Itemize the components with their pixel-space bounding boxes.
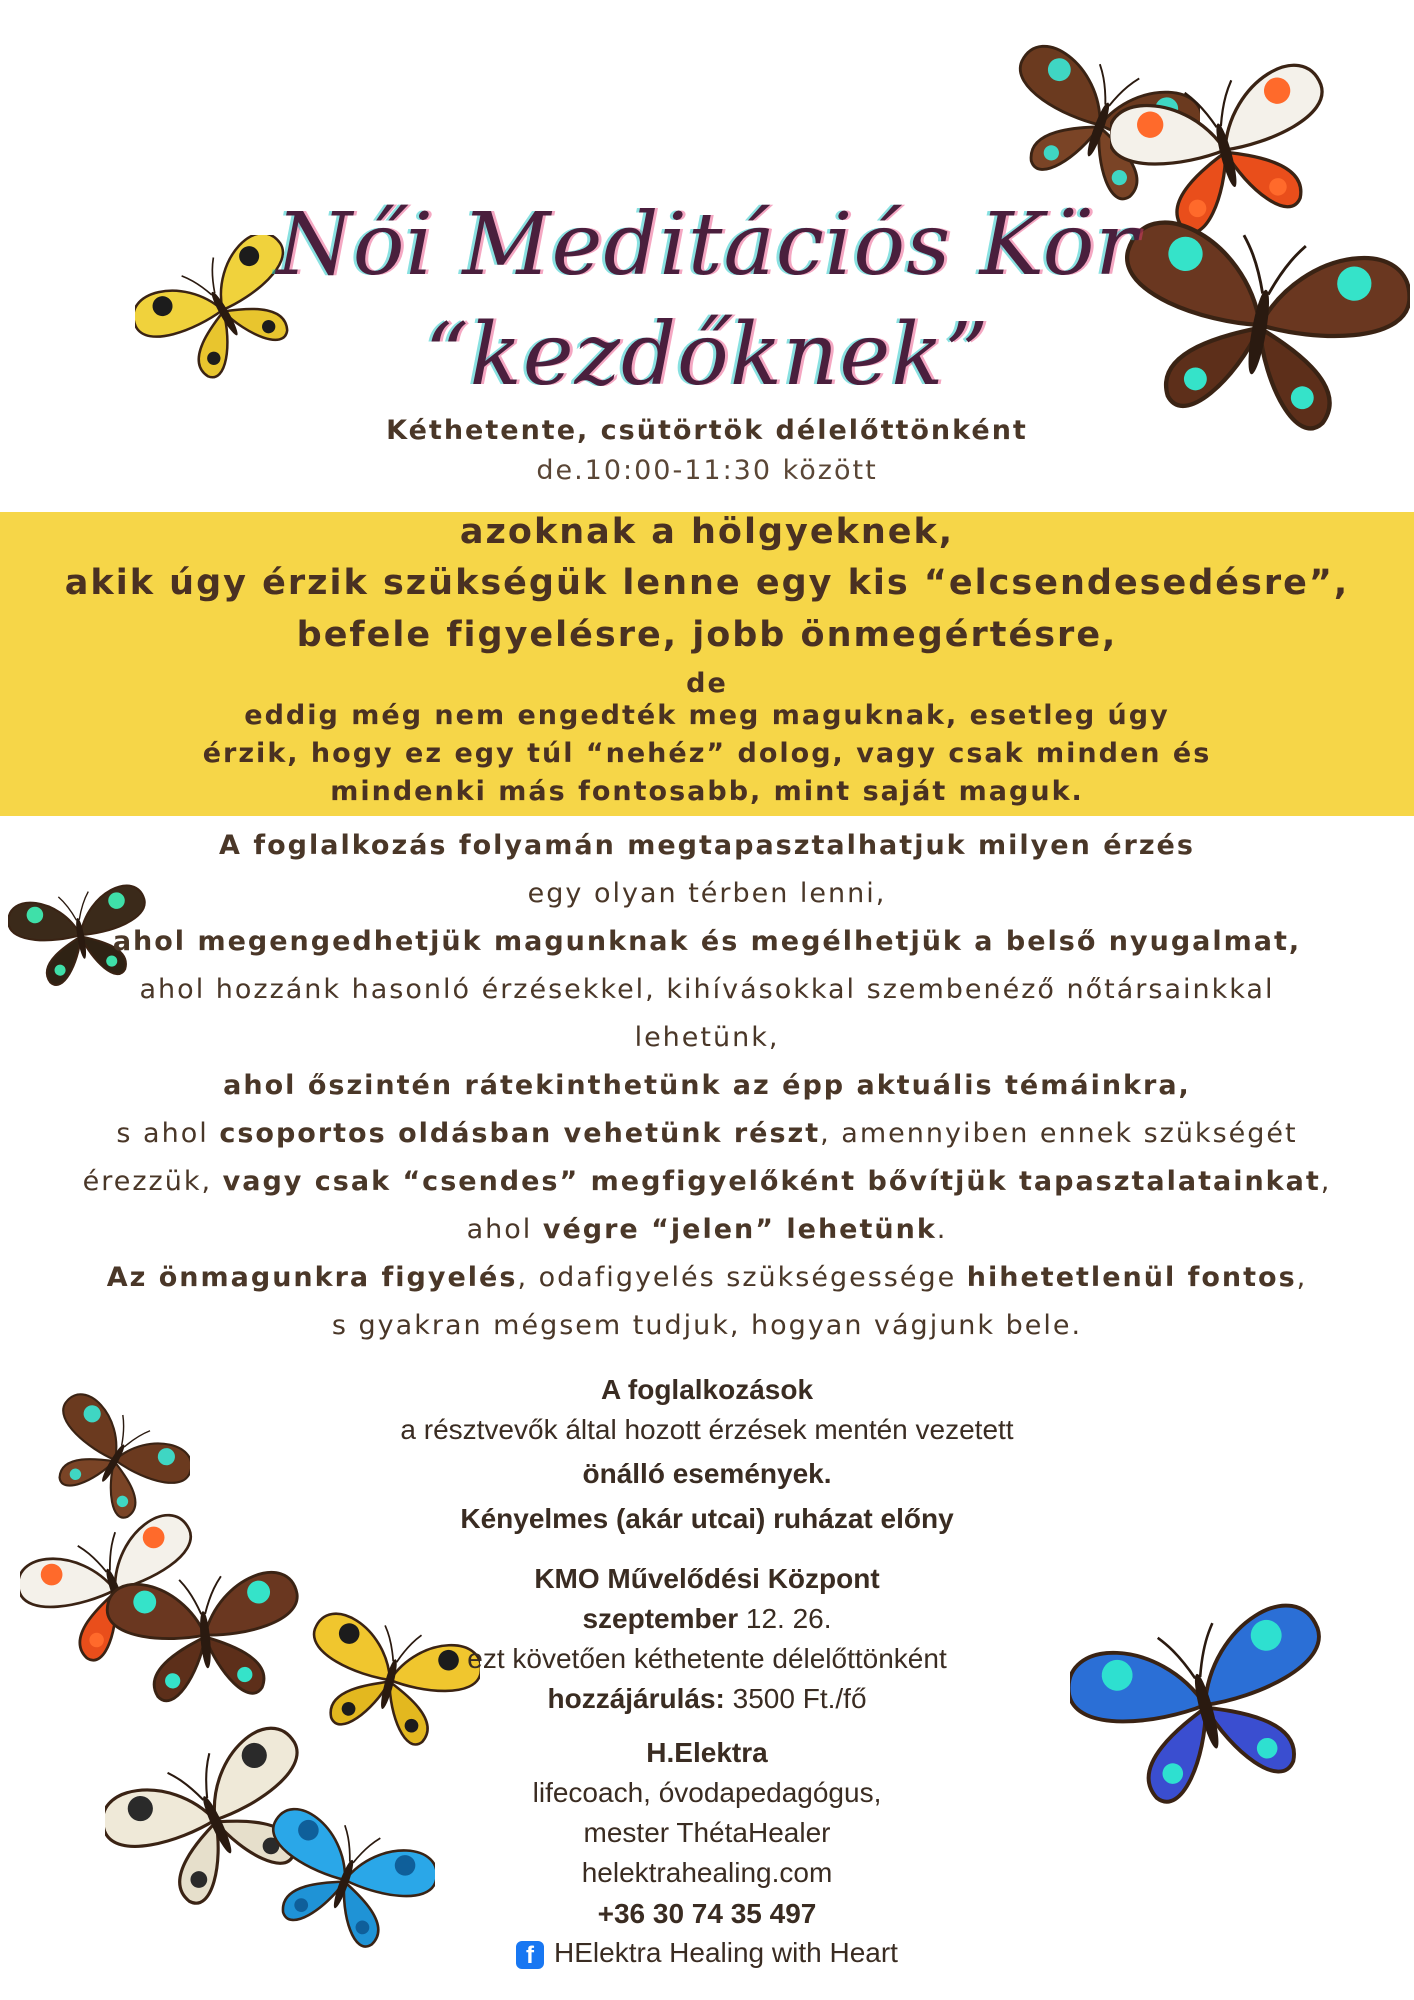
body-line-9b: végre “jelen” lehetünk [542,1214,937,1245]
body-line-9 [0,1214,1414,1245]
title-line-2: “kezdőknek” [424,305,990,405]
band-line-5: eddig még nem engedték meg maguknak, esetleg úgy [244,700,1170,731]
body-line-5: lehetünk, [634,1022,780,1053]
contact-role-2: mester ThétaHealer [583,1817,831,1848]
after-line: ezt követően kéthetente délelőttönként [467,1643,947,1674]
info-line-1: A foglalkozások [600,1374,814,1405]
date-label: szeptember [582,1603,739,1634]
body-line-9c: . [936,1214,948,1245]
body-line-8a: érezzük, [82,1166,223,1197]
page-title [0,190,1414,410]
facebook-icon: f [516,1941,544,1969]
contact-phone[interactable]: +36 30 74 35 497 [597,1898,817,1929]
body-line-11: s gyakran mégsem tudjuk, hogyan vágjunk bele. [331,1310,1083,1341]
schedule-frequency: Kéthetente, csütörtök délelőttönként [386,415,1028,446]
body-line-7b: csoportos oldásban vehetünk részt [219,1118,821,1149]
contact-website[interactable]: helektrahealing.com [581,1857,833,1888]
body-line-10d: , [1296,1262,1308,1293]
target-audience-band [0,512,1414,816]
info-line-2: a résztvevők által hozott érzések mentén vezetett [400,1414,1014,1445]
body-line-6: ahol őszintén rátekinthetünk az épp aktuális témáinkra, [223,1070,1191,1101]
info-line-3: önálló események. [582,1458,832,1489]
date-line [0,1603,1414,1635]
body-line-8c: , [1320,1166,1332,1197]
facebook-label: HElektra Healing with Heart [554,1937,898,1968]
body-line-2: egy olyan térben lenni, [527,878,887,909]
body-line-10 [0,1262,1414,1293]
date-value: 12. 26. [738,1603,832,1634]
body-line-10a: Az önmagunkra figyelés [106,1262,518,1293]
fee-label: hozzájárulás: [547,1683,725,1714]
contact-name: H.Elektra [646,1737,768,1768]
body-line-9a: ahol [466,1214,543,1245]
body-line-10c: hihetetlenül fontos [966,1262,1297,1293]
body-line-4: ahol hozzánk hasonló érzésekkel, kihívásokkal szembenéző nőtársainkkal [139,974,1275,1005]
body-line-8b: vagy csak “csendes” megfigyelőként bővítjük tapasztalatainkat [222,1166,1321,1197]
contact-facebook[interactable] [0,1937,1414,1969]
fee-line [0,1683,1414,1715]
body-line-7 [0,1118,1414,1149]
band-line-1: azoknak a hölgyeknek, [459,512,955,552]
body-line-8 [0,1166,1414,1197]
band-line-7: mindenki más fontosabb, mint saját maguk. [330,776,1084,807]
body-line-3: ahol megengedhetjük magunknak és megélhetjük a belső nyugalmat, [112,926,1302,957]
info-line-4: Kényelmes (akár utcai) ruházat előny [460,1503,954,1534]
schedule-time: de.10:00-11:30 között [536,455,878,486]
contact-role-1: lifecoach, óvodapedagógus, [532,1777,882,1808]
band-line-4: de [686,668,728,699]
body-line-10b: , odafigyelés szükségessége [517,1262,967,1293]
body-line-7c: , amennyiben ennek szükségét [820,1118,1298,1149]
title-line-1: Női Meditációs Kör [276,195,1138,295]
band-line-2: akik úgy érzik szükségük lenne egy kis “elcsendesedésre”, [64,563,1350,603]
body-line-1: A foglalkozás folyamán megtapasztalhatjuk milyen érzés [219,830,1195,861]
body-line-7a: s ahol [116,1118,220,1149]
venue: KMO Művelődési Központ [534,1563,880,1594]
band-line-3: befele figyelésre, jobb önmegértésre, [296,615,1118,655]
fee-value: 3500 Ft./fő [724,1683,867,1714]
band-line-6: érzik, hogy ez egy túl “nehéz” dolog, vagy csak minden és [202,738,1212,769]
